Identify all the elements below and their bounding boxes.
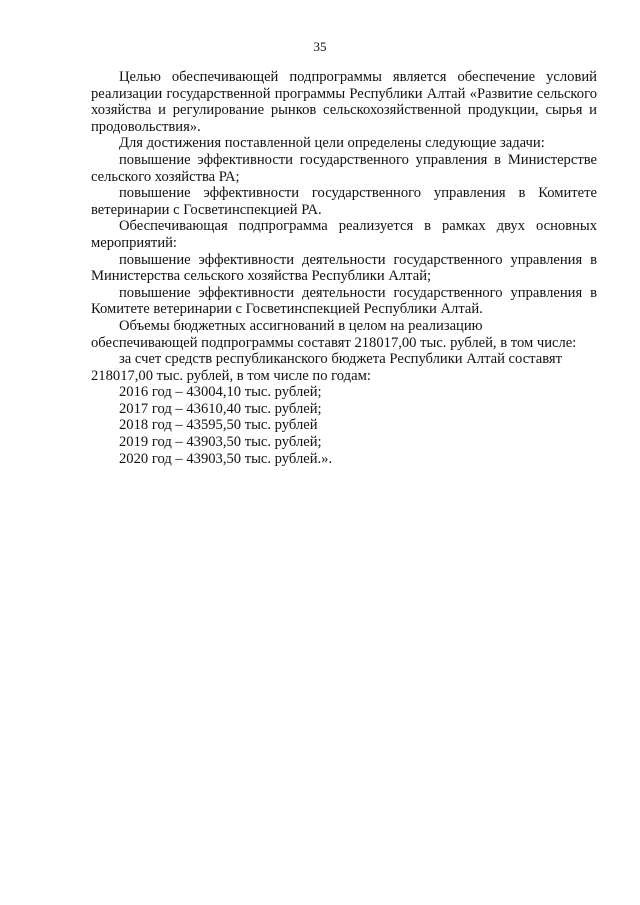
- paragraph-measure-2: повышение эффективности деятельности государственного управления в Комитете ветеринарии с Госветинспекцией Республики Алтай.: [91, 284, 597, 318]
- year-item-2018: 2018 год – 43595,50 тыс. рублей: [119, 417, 318, 434]
- year-item-2019: 2019 год – 43903,50 тыс. рублей;: [119, 434, 322, 451]
- document-body: [91, 69, 597, 467]
- paragraph-measure-1: повышение эффективности деятельности государственного управления в Министерства сельского хозяйства Республики Алтай;: [91, 251, 597, 285]
- year-item-2017: 2017 год – 43610,40 тыс. рублей;: [119, 400, 322, 417]
- paragraph-task-2: повышение эффективности государственного управления в Комитете ветеринарии с Госветинспекцией РА.: [91, 185, 597, 218]
- paragraph-budget-line-2: обеспечивающей подпрограммы составят 218017,00 тыс. рублей, в том числе:: [91, 334, 577, 351]
- year-item-2020: 2020 год – 43903,50 тыс. рублей.».: [119, 450, 333, 467]
- page-number: 35: [313, 39, 327, 54]
- paragraph-measures-intro: Обеспечивающая подпрограмма реализуется в рамках двух основных мероприятий:: [91, 218, 597, 251]
- paragraph-tasks-intro: Для достижения поставленной цели определены следующие задачи:: [119, 135, 545, 152]
- paragraph-goal: Целью обеспечивающей подпрограммы является обеспечение условий реализации государственной программы Республики Алтай «Развитие сельского хозяйства и регулирование рынков сельскохозяйственной продукции, сырья и продовольствия».: [91, 69, 597, 135]
- paragraph-task-1: повышение эффективности государственного управления в Министерстве сельского хозяйства РА;: [91, 151, 597, 185]
- year-item-2016: 2016 год – 43004,10 тыс. рублей;: [119, 384, 322, 401]
- paragraph-budget-line-1: Объемы бюджетных ассигнований в целом на реализацию: [119, 317, 483, 334]
- paragraph-funding-line-2: 218017,00 тыс. рублей, в том числе по годам:: [91, 367, 371, 384]
- paragraph-funding-line-1: за счет средств республиканского бюджета Республики Алтай составят: [119, 351, 562, 368]
